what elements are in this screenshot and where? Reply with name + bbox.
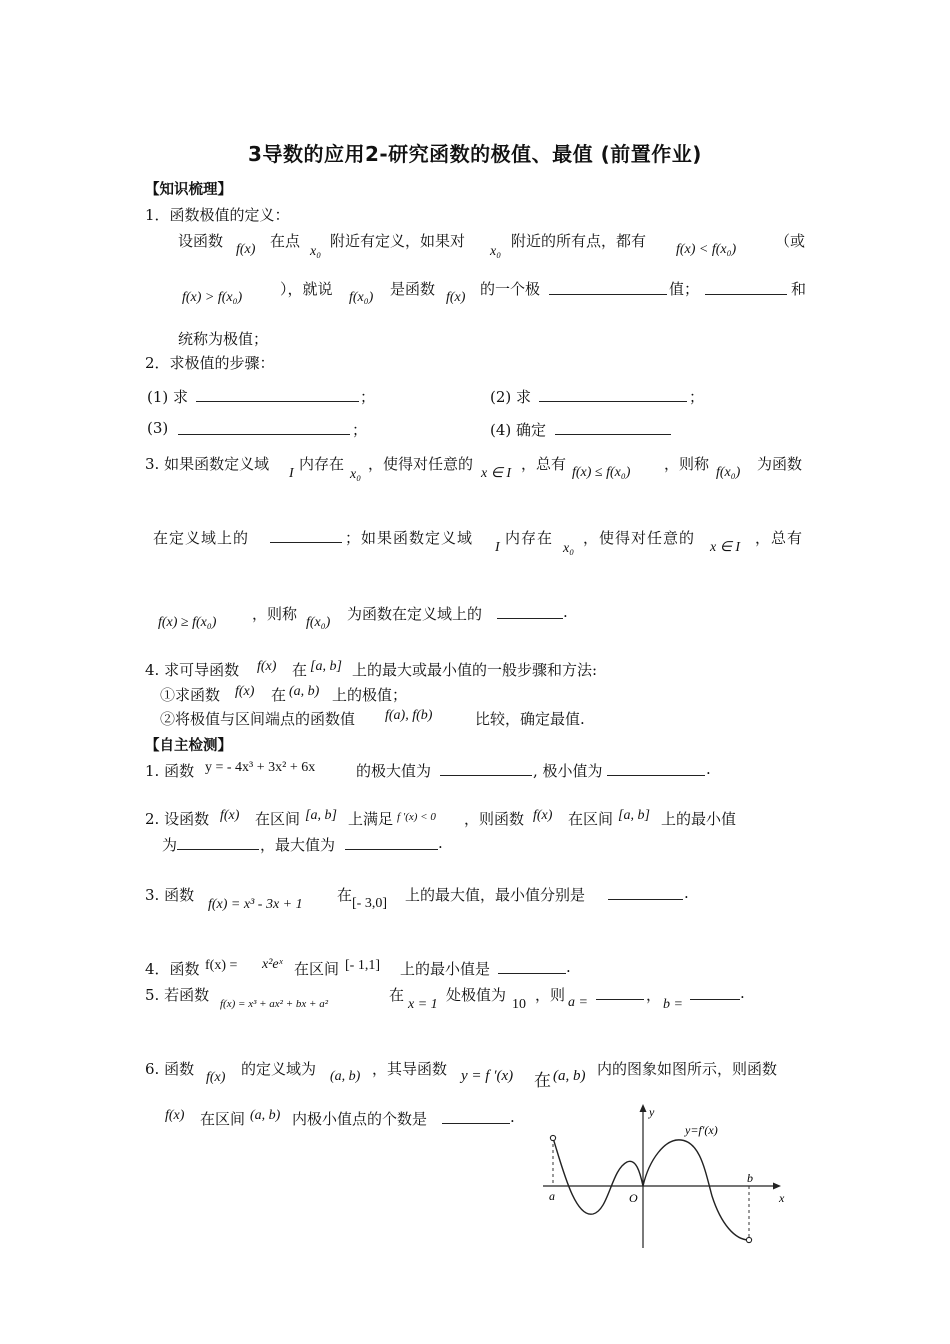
k4-step1-a: ①求函数 xyxy=(160,686,221,704)
q5-x1: x = 1 xyxy=(408,997,438,1012)
q2-cond: f ′(x) < 0 xyxy=(397,811,436,823)
q2-interval-b: [a, b] xyxy=(618,808,650,823)
k4-step1-interval: (a, b) xyxy=(289,684,320,699)
q5-text-a: 5. 若函数 xyxy=(145,986,210,1004)
k3-blank-1[interactable] xyxy=(270,528,342,543)
k4-step2-b: 比较，确定最值. xyxy=(475,710,585,728)
x-axis-arrow xyxy=(773,1183,781,1190)
k3-text-i: 内存在 xyxy=(505,529,554,547)
k1-fx: f(x) xyxy=(236,242,256,257)
q2-text-f: 上的最小值 xyxy=(661,810,737,828)
x-axis-label: x xyxy=(779,1191,785,1205)
q4-text-b: 在区间 xyxy=(294,960,340,978)
curve-label: y=f′(x) xyxy=(685,1123,718,1137)
k1-text-g: 是函数 xyxy=(390,280,436,298)
k2-heading: 2．求极值的步骤： xyxy=(145,354,275,372)
q6-fx-b: f(x) xyxy=(165,1108,185,1123)
q3-text-c: 上的最大值，最小值分别是 xyxy=(405,886,586,904)
k1-x0-b: x₀ xyxy=(490,244,502,259)
q6-interval-b: (a, b) xyxy=(553,1068,586,1084)
q2-text-a: 2. 设函数 xyxy=(145,810,210,828)
k4-text-a: 4. 求可导函数 xyxy=(145,661,240,679)
k1-heading: 1．函数极值的定义： xyxy=(145,206,290,224)
k4-step1-c: 上的极值； xyxy=(332,686,408,704)
q2-text-g: 为 xyxy=(162,836,178,854)
k3-blank-2[interactable] xyxy=(497,604,563,619)
q6-blank[interactable] xyxy=(442,1109,510,1124)
q3-interval: [- 3,0] xyxy=(352,896,387,911)
k1-text-j: 和 xyxy=(791,280,807,298)
q2-text-b: 在区间 xyxy=(255,810,301,828)
q1-blank-max[interactable] xyxy=(440,761,532,776)
k3-text-n: . xyxy=(563,603,568,621)
q5-text-d: ，则 xyxy=(535,986,566,1004)
k3-text-e: ，则称 xyxy=(664,455,710,473)
q6-text-e: 在区间 xyxy=(200,1110,246,1128)
q4-expr-b: x²eˣ xyxy=(262,957,283,972)
q2-interval: [a, b] xyxy=(305,808,337,823)
q1-text-a: 1. 函数 xyxy=(145,762,195,780)
k2-blank-1[interactable] xyxy=(196,387,359,402)
q6-text-c: ，其导函数 xyxy=(372,1060,448,1078)
k3-cond-ge: f(x) ≥ f(x₀) xyxy=(158,615,217,630)
k3-x-in-I: x ∈ I xyxy=(481,466,512,481)
k4-step2-a: ②将极值与区间端点的函数值 xyxy=(160,710,356,728)
q1-text-c: , 极小值为 xyxy=(533,762,603,780)
q5-expr: f(x) = x³ + ax² + bx + a² xyxy=(220,998,328,1010)
k3-text-h: ；如果函数定义域 xyxy=(345,529,474,547)
k3-x0-b: x₀ xyxy=(563,541,575,556)
k3-text-j: ，使得对任意的 xyxy=(583,529,696,547)
k1-cond-greater: f(x) > f(x₀) xyxy=(182,290,243,305)
k1-text-f: ），就说 xyxy=(280,280,333,298)
q4-interval: [- 1,1] xyxy=(345,958,380,973)
k2-blank-2[interactable] xyxy=(539,387,687,402)
k1-text-b: 在点 xyxy=(270,232,301,250)
q5-text-c: 处极值为 xyxy=(446,986,507,1004)
k4-step2-f: f(a), f(b) xyxy=(385,708,433,723)
k3-fx0: f(x₀) xyxy=(716,465,741,480)
q6-zai: 在 xyxy=(534,1071,551,1091)
q1-text-b: 的极大值为 xyxy=(356,762,432,780)
q6-interval: (a, b) xyxy=(330,1069,361,1084)
k1-text-a: 设函数 xyxy=(178,232,224,250)
k4-text-c: 上的最大或最小值的一般步骤和方法: xyxy=(352,661,598,679)
k3-text-g: 在定义域上的 xyxy=(153,529,250,547)
k1-text-d: 附近的所有点，都有 xyxy=(511,232,647,250)
q2-text-i: . xyxy=(438,834,443,852)
q5-comma: ， xyxy=(646,986,662,1004)
k2-step3-end: ； xyxy=(352,421,368,439)
q5-blank-a[interactable] xyxy=(596,985,644,1000)
k4-step1-fx: f(x) xyxy=(235,684,255,699)
k2-step2: (2) 求 xyxy=(490,388,532,406)
y-axis-label: y xyxy=(649,1105,655,1119)
q6-text-f: 内极小值点的个数是 xyxy=(292,1110,428,1128)
q1-text-d: . xyxy=(706,760,711,778)
q1-blank-min[interactable] xyxy=(607,761,705,776)
k4-step1-b: 在 xyxy=(271,686,287,704)
q4-text-a: 4．函数 xyxy=(145,960,200,978)
q3-blank[interactable] xyxy=(608,885,683,900)
q5-blank-b[interactable] xyxy=(690,985,740,1000)
q3-text-d: . xyxy=(684,884,689,902)
k1-text-i: 值； xyxy=(669,280,700,298)
q6-fx: f(x) xyxy=(206,1070,226,1085)
q1-expr: y = - 4x³ + 3x² + 6x xyxy=(205,760,316,775)
endpoint-b xyxy=(746,1237,751,1242)
k1-x0: x₀ xyxy=(310,244,322,259)
q5-val: 10 xyxy=(512,997,526,1012)
k3-I-b: I xyxy=(495,540,500,555)
k1-cond-less: f(x) < f(x₀) xyxy=(676,242,737,257)
q2-text-e: 在区间 xyxy=(568,810,614,828)
k3-text-b: 内存在 xyxy=(299,455,345,473)
q4-expr-a: f(x) = xyxy=(205,958,238,973)
q4-text-d: . xyxy=(566,958,571,976)
k2-step4: (4) 确定 xyxy=(490,421,547,439)
q2-text-d: ，则函数 xyxy=(464,810,525,828)
q4-blank[interactable] xyxy=(498,959,566,974)
section-heading-knowledge: 【知识梳理】 xyxy=(145,182,232,198)
k3-text-a: 3. 如果函数定义域 xyxy=(145,455,270,473)
q2-blank-min[interactable] xyxy=(177,835,259,850)
q2-text-h: ，最大值为 xyxy=(260,836,336,854)
k2-blank-3[interactable] xyxy=(178,420,350,435)
q6-interval-c: (a, b) xyxy=(250,1108,281,1123)
k1-blank-2[interactable] xyxy=(705,280,787,295)
q6-deriv: y = f ′(x) xyxy=(461,1068,514,1084)
k1-blank-1[interactable] xyxy=(549,280,667,295)
q5-a-eq: a = xyxy=(568,995,588,1010)
k3-text-l: ，则称 xyxy=(252,605,298,623)
k3-x0: x₀ xyxy=(350,467,362,482)
q5-text-b: 在 xyxy=(389,986,405,1004)
k3-text-d: ，总有 xyxy=(521,455,567,473)
k1-fx-b: f(x) xyxy=(446,290,466,305)
q6-text-a: 6. 函数 xyxy=(145,1060,195,1078)
k3-text-m: 为函数在定义域上的 xyxy=(347,605,483,623)
q3-expr: f(x) = x³ - 3x + 1 xyxy=(208,897,303,912)
k1-fx0: f(x₀) xyxy=(349,290,374,305)
q3-text-b: 在 xyxy=(337,886,353,904)
section-heading-self-check: 【自主检测】 xyxy=(145,738,232,754)
k4-interval: [a, b] xyxy=(310,659,342,674)
k2-step1-end: ； xyxy=(360,388,376,406)
q5-b-eq: b = xyxy=(663,997,683,1012)
k2-step2-end: ； xyxy=(689,388,705,406)
page-title: 3导数的应用2-研究函数的极值、最值 (前置作业) xyxy=(248,142,702,166)
point-b-label: b xyxy=(747,1171,753,1185)
q5-text-e: . xyxy=(740,984,745,1002)
y-axis-arrow xyxy=(640,1104,647,1112)
k4-fx: f(x) xyxy=(257,659,277,674)
derivative-curve xyxy=(553,1138,749,1240)
q6-text-b: 的定义域为 xyxy=(241,1060,317,1078)
derivative-graph xyxy=(535,1100,805,1250)
k3-text-k: ，总有 xyxy=(755,529,804,547)
k2-step3: (3) xyxy=(147,419,169,437)
k1-text-k: 统称为极值； xyxy=(178,330,269,348)
endpoint-a xyxy=(550,1135,555,1140)
origin-label: O xyxy=(629,1191,638,1205)
k4-text-b: 在 xyxy=(292,661,308,679)
k1-text-e: （或 xyxy=(775,232,806,250)
q3-text-a: 3. 函数 xyxy=(145,886,195,904)
k3-I: I xyxy=(289,466,294,481)
q6-text-g: . xyxy=(510,1108,515,1126)
q2-fx: f(x) xyxy=(220,808,240,823)
k3-text-c: ，使得对任意的 xyxy=(368,455,474,473)
k1-text-c: 附近有定义，如果对 xyxy=(330,232,466,250)
q2-text-c: 上满足 xyxy=(348,810,394,828)
q4-text-c: 上的最小值是 xyxy=(400,960,491,978)
k3-cond-le: f(x) ≤ f(x₀) xyxy=(572,465,631,480)
k1-text-h: 的一个极 xyxy=(480,280,541,298)
q6-text-d: 内的图象如图所示，则函数 xyxy=(597,1060,778,1078)
k3-x-in-I-b: x ∈ I xyxy=(710,540,741,555)
k3-text-f: 为函数 xyxy=(757,455,803,473)
point-a-label: a xyxy=(549,1189,555,1203)
k3-fx0-b: f(x₀) xyxy=(306,615,331,630)
k2-step1: (1) 求 xyxy=(147,388,189,406)
q2-blank-max[interactable] xyxy=(345,835,438,850)
k2-blank-4[interactable] xyxy=(555,420,671,435)
q2-fx-b: f(x) xyxy=(533,808,553,823)
